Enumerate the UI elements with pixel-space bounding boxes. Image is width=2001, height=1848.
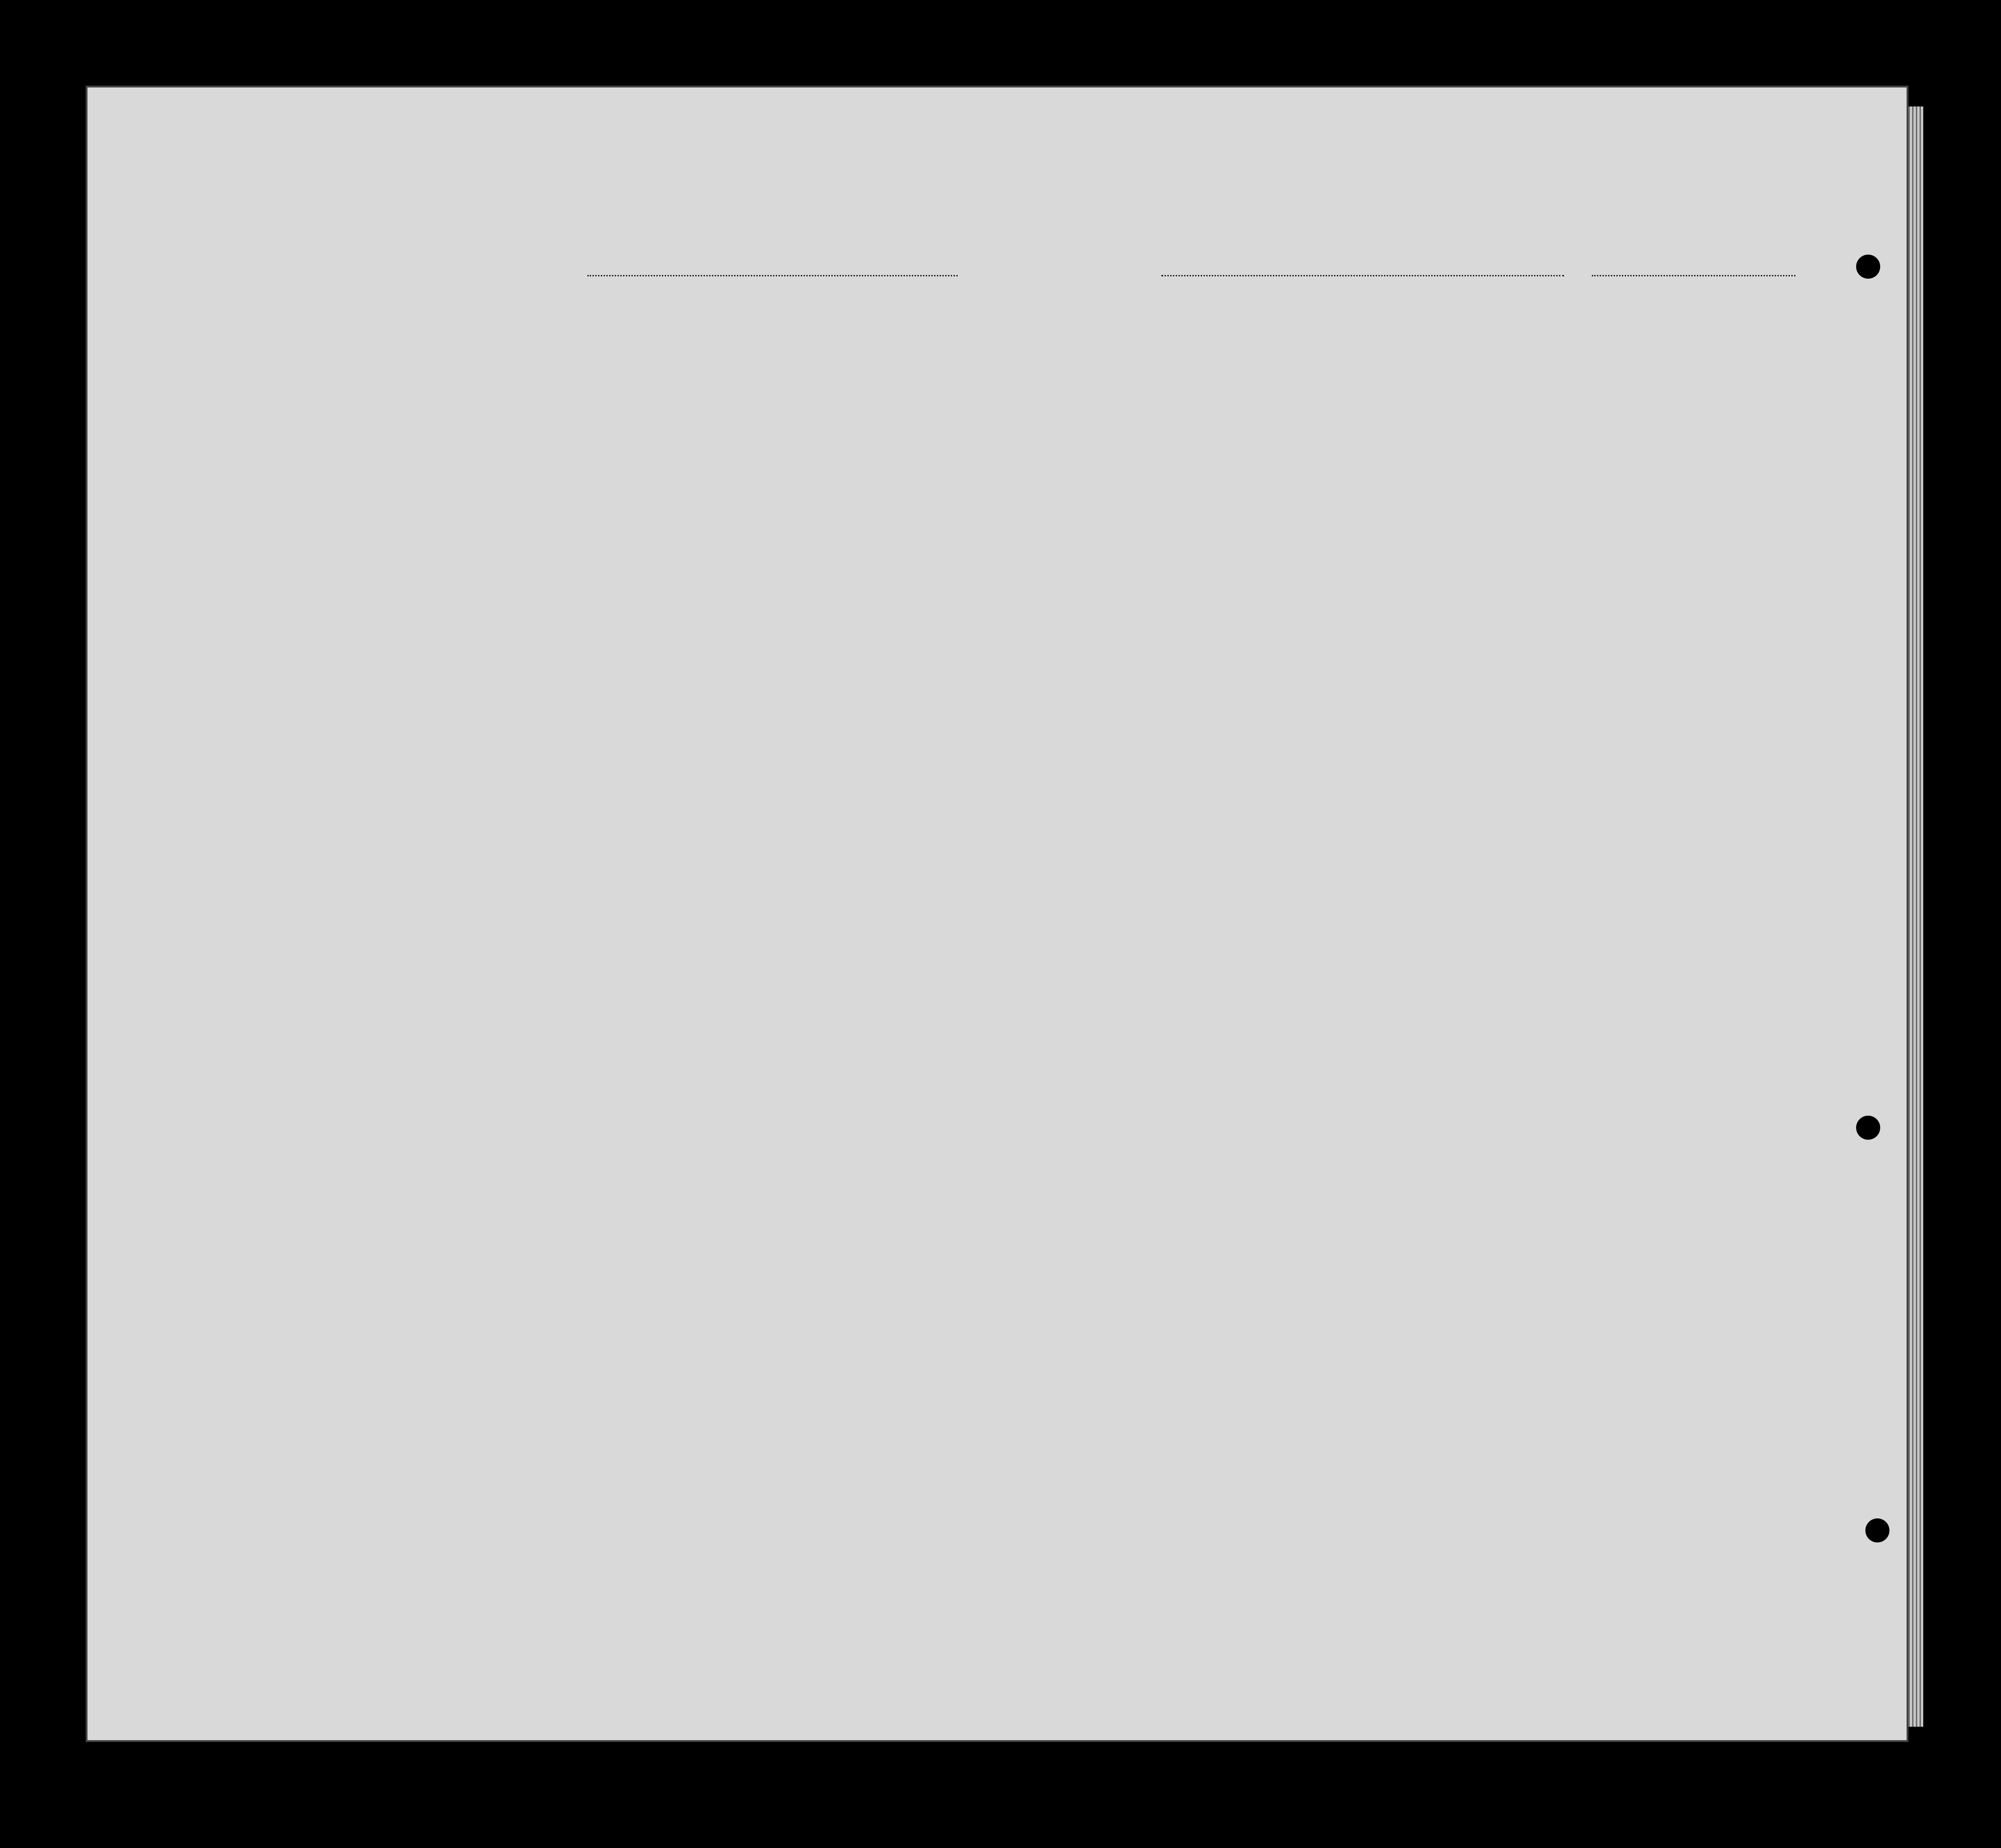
binder-hole <box>1865 1518 1889 1542</box>
port-dotline <box>1161 275 1564 276</box>
date-dotline <box>1592 275 1795 276</box>
ship-dotline <box>587 275 958 276</box>
binder-hole <box>1856 1116 1880 1140</box>
manifest-sheet <box>86 86 1908 1742</box>
binder-hole <box>1856 255 1880 279</box>
